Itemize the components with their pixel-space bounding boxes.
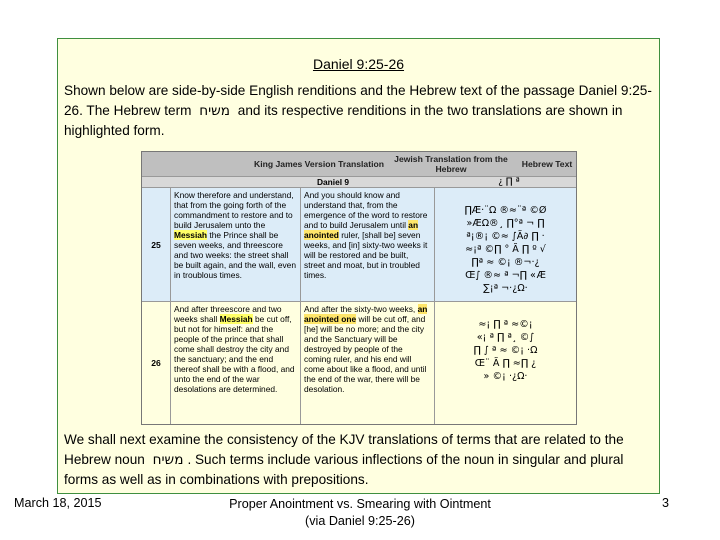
slide-title: Daniel 9:25-26 <box>312 56 405 72</box>
comparison-table <box>141 151 577 425</box>
jt-text: And you should know and understand that, from the emergence of the word to restore and to build Jerusalem until <box>304 190 428 230</box>
jt-text: ruler, [shall be] seven weeks, and [in] sixty-two weeks it will be restored and be built, street and moat, but in troubled times. <box>304 230 428 280</box>
kjv-highlight: Messiah <box>219 314 253 324</box>
intro-hebrew-term: משיח <box>199 103 231 119</box>
hebrew-line: ∏ ∫ ª ≈ ©¡ ·Ω <box>473 345 538 356</box>
hebrew-line: ≈¡ ∏ ª ≈©¡ <box>478 319 533 330</box>
hebrew-line: »ÆΩ®¸ ∏°ª ¬ ∏ <box>466 218 545 229</box>
hebrew-line: ≈¡ª ©∏ ° Ã ∏ º √ <box>465 244 546 255</box>
closing-text-after: . Such terms include various inflections of the noun in singular and plural forms as well as in combinations with prepositions. <box>64 452 624 487</box>
hebrew-line: ∑¡ª ¬·¿Ω· <box>483 283 528 294</box>
kjv-text: And after threescore and two weeks shall <box>174 304 282 324</box>
jt-text: will be cut off, and [he] will be no more; and the city and the Sanctuary will be destroyed by people of the coming ruler, and his end will come about like a flood, and until the end of the war, there will be desolation. <box>304 314 427 394</box>
footer-title-line2: (via Daniel 9:25-26) <box>305 514 415 528</box>
verse-number: 25 <box>151 239 161 250</box>
kjv-text: Know therefore and understand, that from the going forth of the commandment to restore and to build Jerusalem unto the <box>174 190 294 230</box>
hebrew-text-cell <box>434 302 576 424</box>
header-jewish-translation: Jewish Translation from the Hebrew <box>394 154 508 174</box>
intro-text-after: and its respective renditions in the two translations are shown in highlighted form. <box>64 103 623 138</box>
footer-page-number: 3 <box>662 496 670 510</box>
hebrew-text-cell <box>434 188 576 301</box>
kjv-text: the Prince shall be seven weeks, and threescore and two weeks: the street shall be built again, and the wall, even in troublous times. <box>174 230 296 280</box>
hebrew-line: ª¡®¡ ©≈ ∫Ã∂ ∏ · <box>466 231 545 242</box>
jewish-text-cell <box>300 188 434 301</box>
intro-text-before: Shown below are side-by-side English renditions and the Hebrew text of the passage Daniel 9:25-26. The Hebrew term <box>64 83 652 118</box>
footer-date: March 18, 2015 <box>14 496 102 510</box>
kjv-text-cell <box>170 302 300 424</box>
table-row <box>142 188 576 301</box>
hebrew-line: ∏Æ·¨Ω ®≈¨ª ©Ø <box>464 205 547 216</box>
jt-text: And after the sixty-two weeks, <box>304 304 416 314</box>
intro-paragraph <box>64 81 653 141</box>
book-row <box>142 176 576 188</box>
hebrew-line: ∏ª ≈ ©¡ ®¬·¿ <box>471 257 540 268</box>
hebrew-line: Œ∫ ®≈ ª ¬∏ «Æ <box>465 270 546 281</box>
jewish-text-cell <box>300 302 434 424</box>
jt-highlight: an anointed <box>304 220 419 240</box>
jt-highlight: an anointed one <box>304 304 428 324</box>
kjv-highlight: Messiah <box>174 230 208 240</box>
kjv-text: be cut off, but not for himself: and the people of the prince that shall come shall destroy the city and the sanctuary; and the end thereof shall be with a flood, and unto the end of the war desolations are determined. <box>174 314 295 394</box>
closing-text-before: We shall next examine the consistency of the KJV translations of terms that are related to the Hebrew noun <box>64 432 624 467</box>
verse-number: 26 <box>151 358 161 368</box>
book-label: Daniel 9 <box>316 177 350 187</box>
closing-paragraph <box>64 430 653 490</box>
hebrew-line: «¡ ª ∏ ª¸ ©∫ <box>476 332 535 343</box>
kjv-text-cell <box>170 188 300 301</box>
book-hebrew: ¿ ∏ ª <box>498 177 520 187</box>
footer-title-line1: Proper Anointment vs. Smearing with Ointment <box>229 497 491 511</box>
hebrew-line: Œ¨ Ã ∏ ≈∏ ¿ <box>474 358 537 369</box>
slide-content-box <box>57 38 660 494</box>
footer-title <box>205 496 515 530</box>
hebrew-line: » ©¡ ·¿Ω· <box>483 371 528 382</box>
closing-hebrew-term: משיח <box>152 452 184 468</box>
table-header <box>142 152 576 176</box>
header-hebrew-text: Hebrew Text <box>521 159 573 169</box>
header-kjv: King James Version Translation <box>254 159 384 169</box>
table-row <box>142 301 576 424</box>
